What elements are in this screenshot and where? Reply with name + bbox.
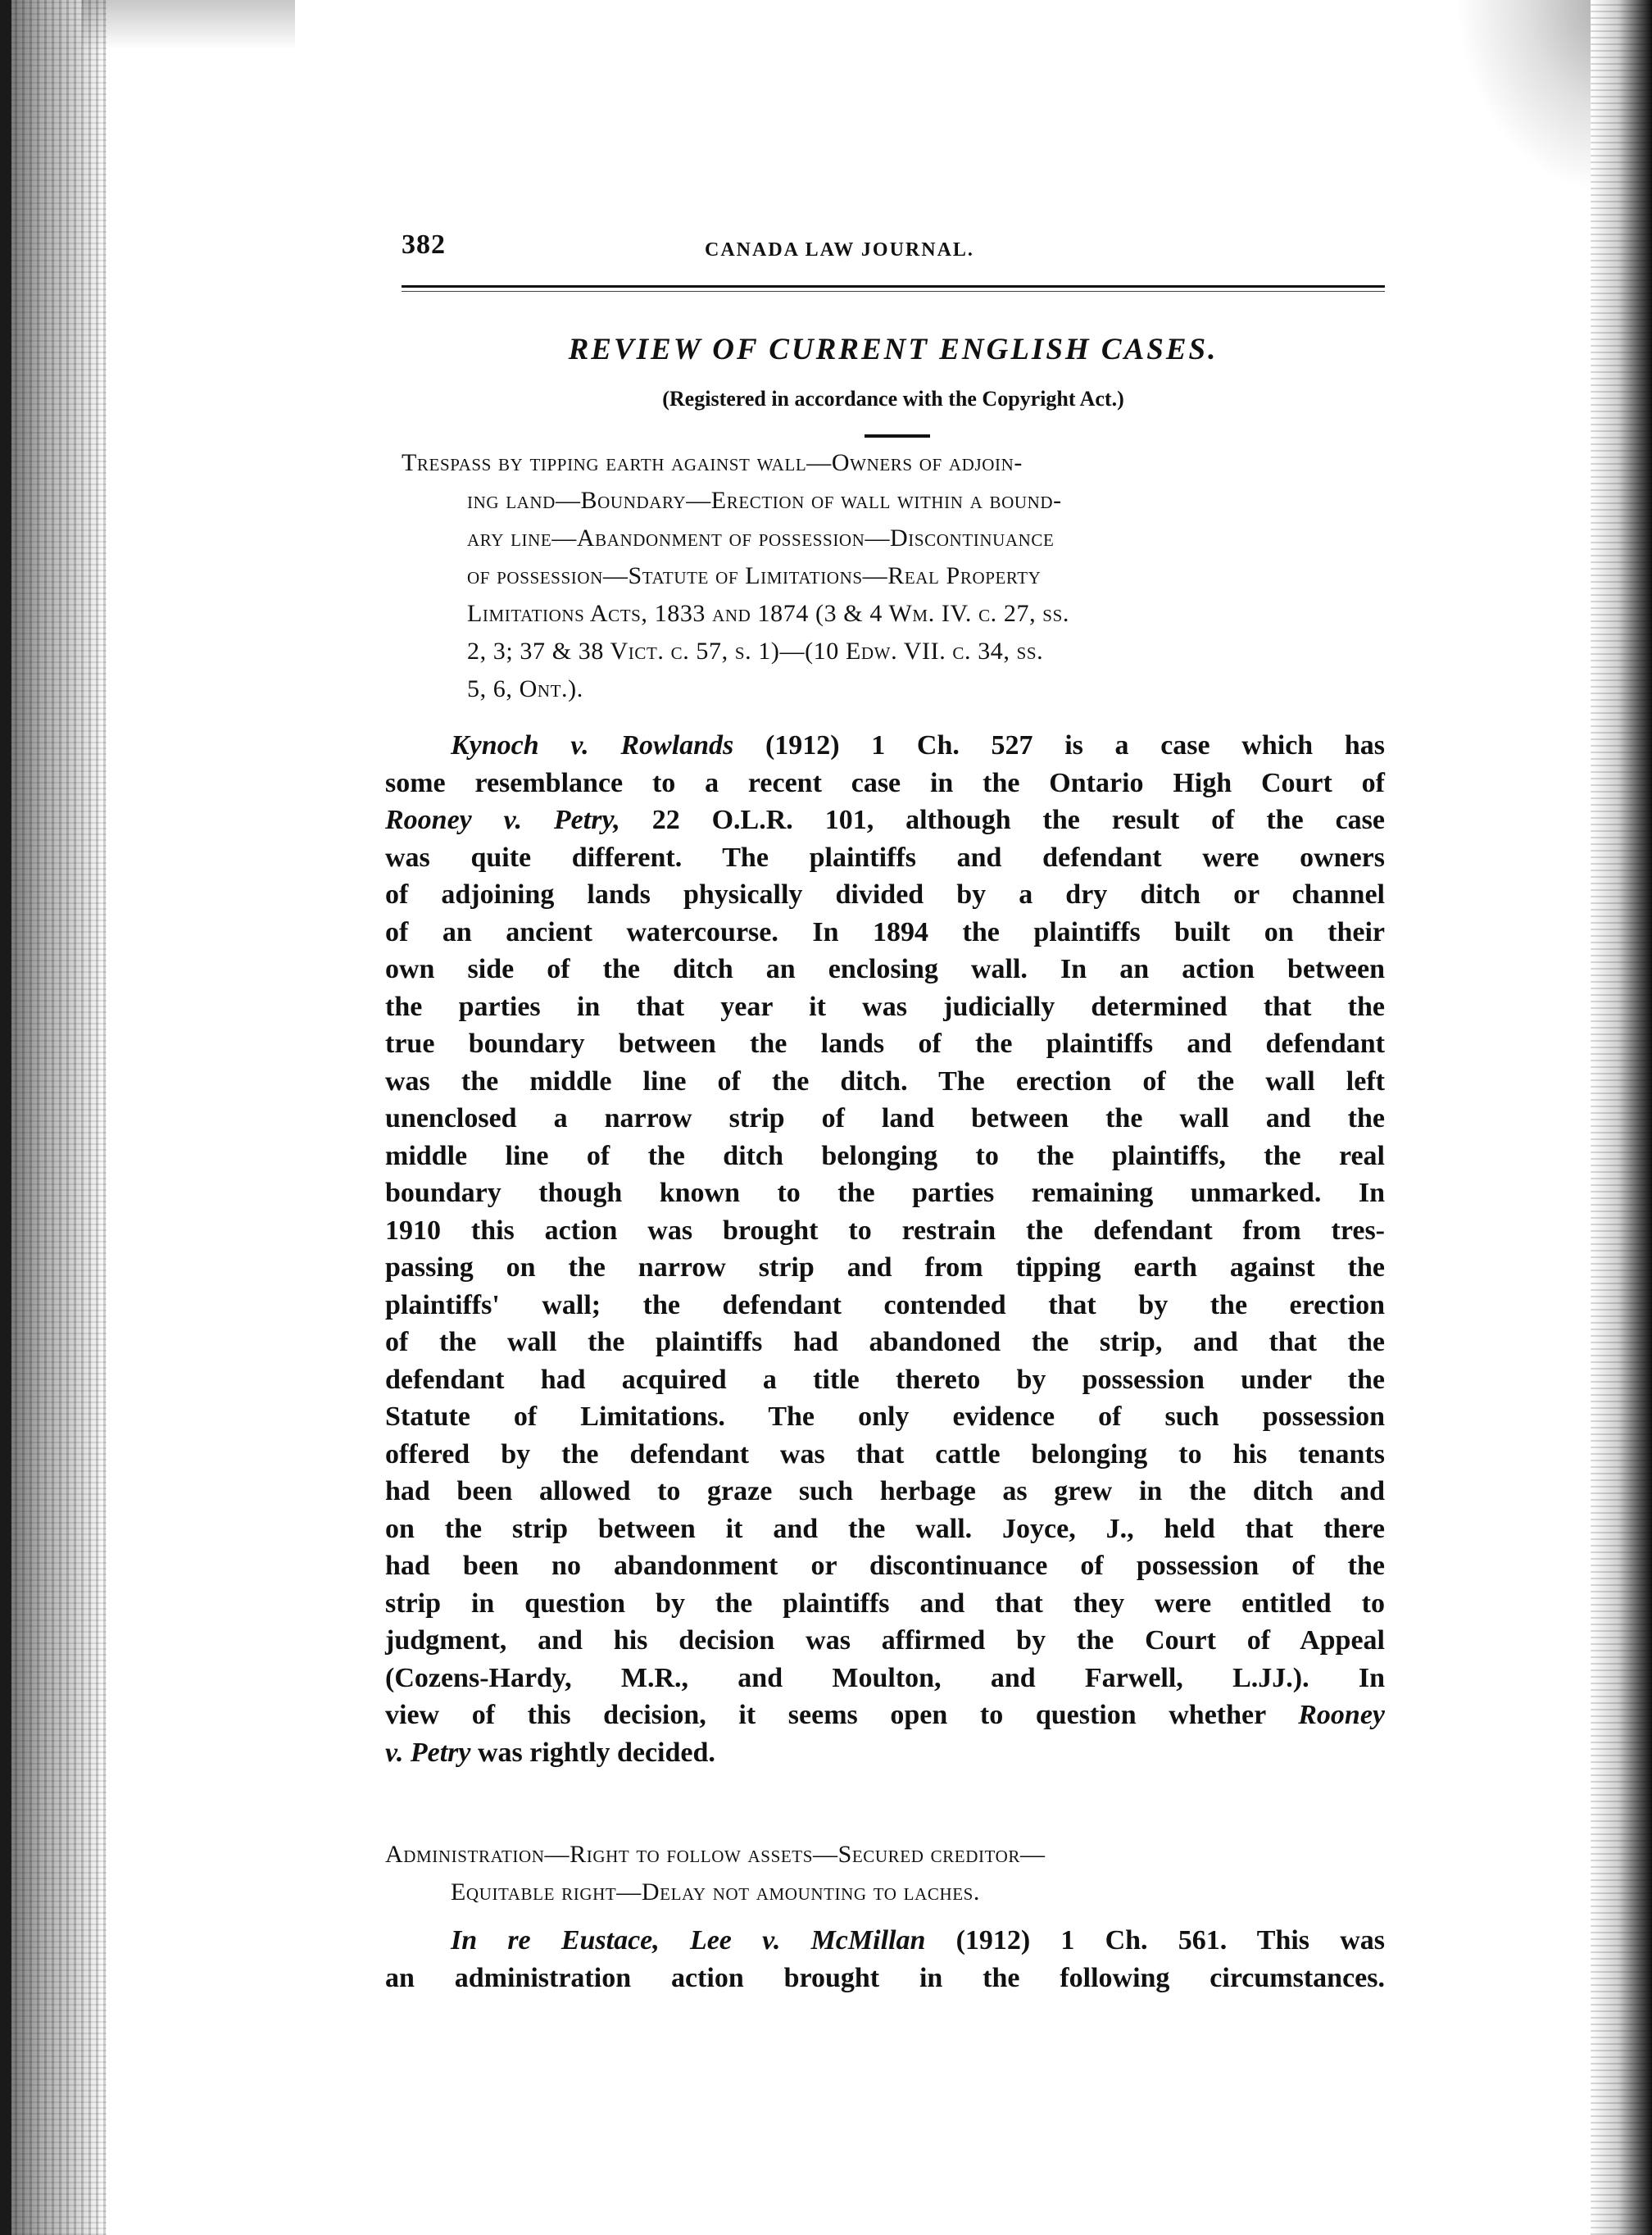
running-head [385,221,1385,262]
copyright-note: (Registered in accordance with the Copyright Act.) [662,387,1124,411]
body-text-span: (1912) 1 Ch. 561. This was [925,1925,1385,1956]
case-name: Kynoch v. Rowlands [451,730,734,761]
heading-line: 2, 3; 37 & 38 Vict. c. 57, s. 1)—(10 Edw. VII. c. 34, ss. [467,638,1044,665]
body-line: was the middle line of the ditch. The erection of the wall left [385,1065,1385,1097]
body-line: had been allowed to graze such herbage as grew in the ditch and [385,1476,1385,1506]
body-line: defendant had acquired a title thereto by possession under the [385,1364,1385,1395]
body-line: the parties in that year it was judicially determined that the [385,991,1385,1022]
journal-page [385,221,1386,1993]
body-line [385,727,1385,765]
case-name: In re Eustace, Lee v. McMillan [451,1925,926,1956]
body-line: of the wall the plaintiffs had abandoned the strip, and that the [385,1327,1385,1357]
body-line: Statute of Limitations. The only evidence of such possession [385,1401,1385,1432]
body-line: on the strip between it and the wall. Joyce, J., held that there [385,1513,1385,1544]
scan-edge-right [1591,0,1652,2235]
heading-line: Equitable right—Delay not amounting to laches. [451,1878,981,1906]
body-line: judgment, and his decision was affirmed by the Court of Appeal [385,1625,1385,1656]
case-heading-trespass [402,444,1382,708]
body-line: of adjoining lands physically divided by a dry ditch or channel [385,879,1385,910]
heading-line: Trespass by tipping earth against wall—Owners of adjoin- [402,449,1023,476]
body-line: middle line of the ditch belonging to the plaintiffs, the real [385,1140,1385,1171]
case-body-eustace [385,1922,1385,1997]
body-line: some resemblance to a recent case in the Ontario High Court of [385,767,1385,798]
body-line [385,802,1385,839]
body-line: plaintiffs' wall; the defendant contended that by the erection [385,1289,1385,1320]
case-name: Rooney [1298,1700,1386,1730]
body-line: of an ancient watercourse. In 1894 the plaintiffs built on their [385,916,1385,947]
body-line: strip in question by the plaintiffs and that they were entitled to [385,1588,1385,1619]
header-rule-thin [402,291,1385,292]
body-line: passing on the narrow strip and from tipping earth against the [385,1252,1385,1283]
body-line: had been no abandonment or discontinuance of possession of the [385,1551,1385,1581]
heading-line: ary line—Abandonment of possession—Discontinuance [467,525,1055,552]
case-heading-administration [385,1836,1385,1911]
body-line: an administration action brought in the following circumstances. [385,1962,1385,1993]
case-name: Rooney v. Petry, [385,805,620,835]
body-line: own side of the ditch an enclosing wall. In an action between [385,954,1385,984]
body-line [385,1922,1385,1960]
body-line: boundary though known to the parties remaining unmarked. In [385,1178,1385,1208]
body-line: was quite different. The plaintiffs and defendant were owners [385,842,1385,873]
heading-line: Administration—Right to follow assets—Secured creditor— [385,1841,1046,1868]
body-line [385,1734,1385,1772]
scan-shadow-top [82,0,295,49]
header-rule [402,285,1385,288]
scan-edge-left-dark [0,0,11,2235]
case-name: v. Petry [385,1737,471,1768]
page-number: 382 [402,229,446,260]
journal-title: CANADA LAW JOURNAL. [705,239,974,261]
scan-edge-left [0,0,107,2235]
case-body-kynoch [385,727,1385,1771]
body-text-span: was rightly decided. [470,1737,715,1768]
body-text-span: (1912) 1 Ch. 527 is a case which has [733,730,1385,761]
body-line: 1910 this action was brought to restrain the defendant from tres- [385,1215,1385,1246]
body-line: offered by the defendant was that cattle belonging to his tenants [385,1438,1385,1470]
heading-line: ing land—Boundary—Erection of wall within a bound- [467,487,1062,514]
body-line: (Cozens-Hardy, M.R., and Moulton, and Farwell, L.JJ.). In [385,1662,1385,1693]
body-line [385,1697,1385,1734]
body-text-span: 22 O.L.R. 101, although the result of the case [620,805,1386,835]
body-line: unenclosed a narrow strip of land between the wall and the [385,1103,1385,1133]
body-text-span: view of this decision, it seems open to question whether [385,1700,1266,1730]
heading-line: Limitations Acts, 1833 and 1874 (3 & 4 Wm. IV. c. 27, ss. [467,600,1069,627]
heading-line: 5, 6, Ont.). [467,675,583,702]
heading-line: of possession—Statute of Limitations—Real Property [467,562,1042,589]
body-line: true boundary between the lands of the plaintiffs and defendant [385,1029,1385,1059]
section-title: REVIEW OF CURRENT ENGLISH CASES. [568,333,1219,366]
section-divider [865,434,930,438]
